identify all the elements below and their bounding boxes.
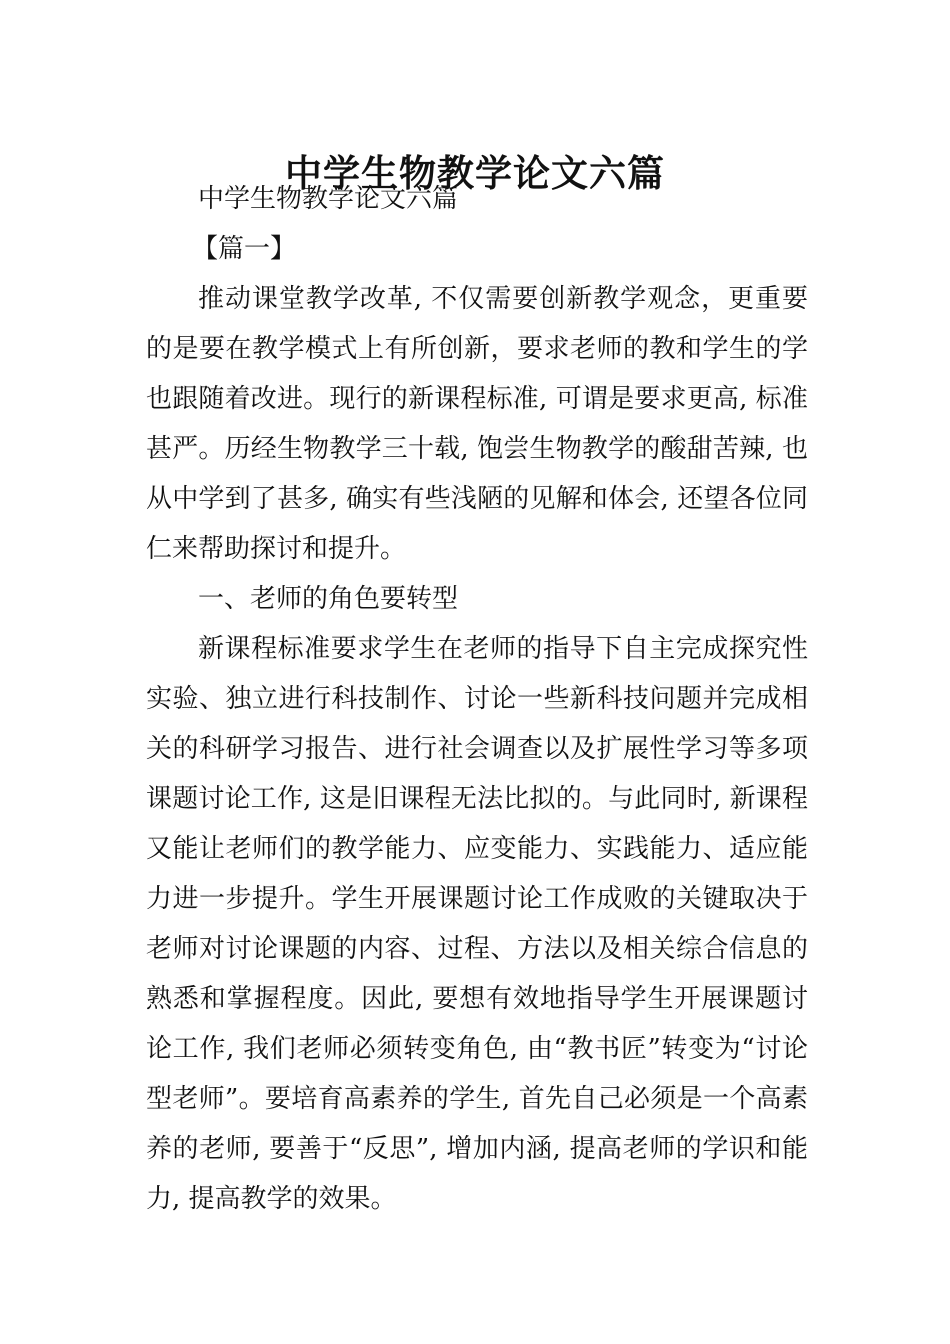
- document-title: 中学生物教学论文六篇: [285, 150, 665, 195]
- subtitle-paragraph: 中学生物教学论文六篇: [198, 184, 459, 214]
- section-heading: 一、老师的角色要转型: [198, 584, 459, 614]
- section-label: 【篇一】: [192, 234, 297, 264]
- body-paragraph: 新课程标准要求学生在老师的指导下自主完成探究性实验、独立进行科技制作、讨论一些新科技问题并完成相关的科研学习报告、进行社会调查以及扩展性学习等多项课题讨论工作, 这是旧课程无法比拟的。与此同时, 新课程又能让老师们的教学能力、应变能力、实践能力、适应能力进一步提升。学生开展课题讨论工作成败的关键取决于老师对讨论课题的内容、过程、方法以及相关综合信息的熟悉和掌握程度。因此, 要想有效地指导学生开展课题讨论工作, 我们老师必须转变角色, 由“教书匠”转变为“讨论型老师”。要培育高素养的学生, 首先自己必须是一个高素养的老师, 要善于“反思”, 增加内涵, 提高老师的学识和能力, 提高教学的效果。: [146, 634, 808, 1214]
- intro-paragraph: 推动课堂教学改革, 不仅需要创新教学观念，更重要的是要在教学模式上有所创新，要求老师的教和学生的学也跟随着改进。现行的新课程标准, 可谓是要求更高, 标准甚严。历经生物教学三十载, 饱尝生物教学的酸甜苦辣, 也从中学到了甚多, 确实有些浅陋的见解和体会, 还望各位同仁来帮助探讨和提升。: [146, 284, 808, 564]
- document-body: [146, 174, 808, 1224]
